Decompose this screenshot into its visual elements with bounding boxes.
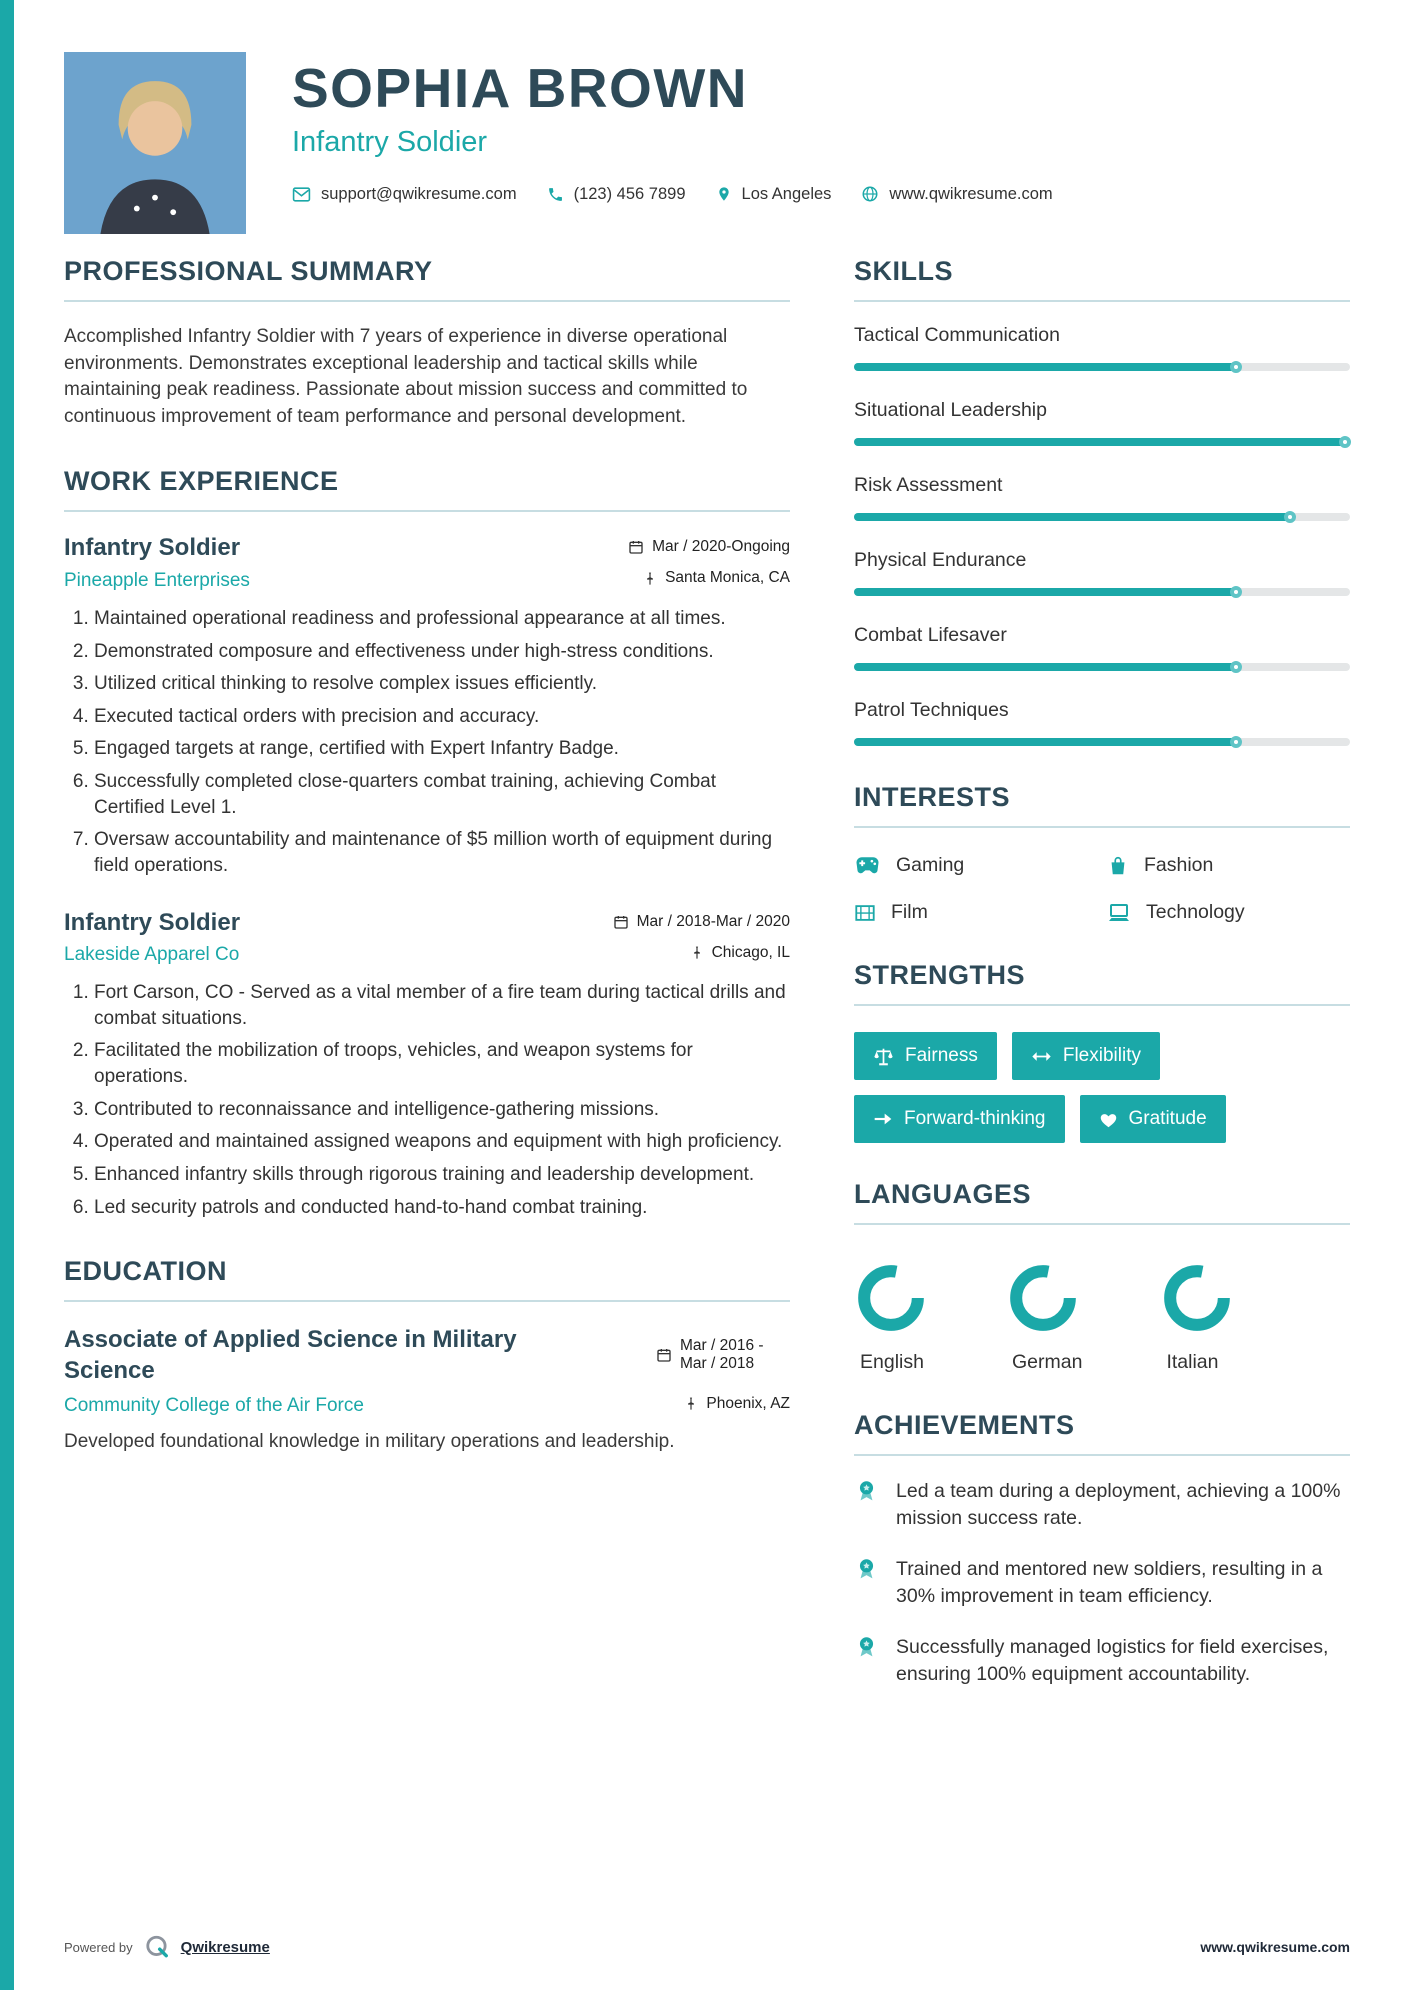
- skill-handle: [1230, 661, 1242, 673]
- skill-handle: [1339, 436, 1351, 448]
- achievement-item: [854, 1634, 1350, 1688]
- education-description: Developed foundational knowledge in military operations and leadership.: [64, 1431, 675, 1453]
- job-bullet: 3. Contributed to reconnaissance and intelligence-gathering missions.: [94, 1097, 790, 1123]
- skill-row: [854, 699, 1350, 746]
- pin-icon: [690, 945, 704, 960]
- skill-handle: [1230, 736, 1242, 748]
- strengths-heading: STRENGTHS: [854, 960, 1350, 1006]
- achievement-item: [854, 1556, 1350, 1610]
- calendar-icon: [656, 1347, 672, 1363]
- skill-name: Tactical Communication: [854, 324, 1060, 346]
- language-progress-ring: [1160, 1261, 1234, 1335]
- calendar-icon: [613, 914, 629, 930]
- job-bullet: 5. Engaged targets at range, certified with Expert Infantry Badge.: [94, 736, 790, 762]
- strength-label: Flexibility: [1062, 1045, 1141, 1066]
- phone-icon: [547, 186, 564, 203]
- job-bullet: 4. Executed tactical orders with precision and accuracy.: [94, 704, 790, 730]
- skill-slider: [854, 438, 1350, 446]
- strength-chip: [854, 1095, 1065, 1143]
- language-name: English: [860, 1351, 924, 1373]
- achievement-item: [854, 1478, 1350, 1532]
- achievement-icon: [854, 1479, 879, 1504]
- education-location-text: Phoenix, AZ: [706, 1394, 790, 1412]
- header: [64, 52, 1350, 234]
- job-location-text: Chicago, IL: [711, 943, 790, 961]
- skill-name: Risk Assessment: [854, 474, 1003, 496]
- experience-heading: WORK EXPERIENCE: [64, 466, 790, 512]
- skill-slider: [854, 363, 1350, 371]
- skill-row: [854, 399, 1350, 446]
- job-bullet: 6. Successfully completed close-quarters combat training, achieving Combat Certified Level 1.: [94, 769, 790, 820]
- summary-heading: PROFESSIONAL SUMMARY: [64, 256, 790, 302]
- job-title: Infantry Soldier: [64, 908, 241, 936]
- job-dates-text: Mar / 2018-Mar / 2020: [636, 912, 790, 930]
- skills-heading: SKILLS: [854, 256, 1350, 302]
- education-location: [684, 1395, 790, 1413]
- person-name: SOPHIA BROWN: [292, 57, 748, 119]
- qwikresume-logo: [144, 1934, 170, 1960]
- job-location-text: Santa Monica, CA: [665, 569, 790, 587]
- section-professional-summary: [64, 256, 790, 430]
- strength-label: Forward-thinking: [904, 1108, 1046, 1129]
- job-location: [643, 569, 790, 587]
- film-icon: [854, 902, 876, 924]
- skill-name: Situational Leadership: [854, 399, 1047, 421]
- achievement-text: Successfully managed logistics for field exercises, ensuring 100% equipment accountability.: [896, 1635, 1329, 1685]
- calendar-icon: [628, 539, 644, 555]
- language-name: Italian: [1166, 1351, 1219, 1373]
- phone-text: (123) 456 7899: [573, 184, 686, 203]
- skill-name: Combat Lifesaver: [854, 624, 1007, 646]
- job-bullet: 6. Led security patrols and conducted hand-to-hand combat training.: [94, 1195, 790, 1221]
- section-strengths: [854, 960, 1350, 1143]
- skill-handle: [1230, 361, 1242, 373]
- heart-icon: [1099, 1111, 1118, 1128]
- summary-text: Accomplished Infantry Soldier with 7 years of experience in diverse operational environments. Demonstrates exceptional leadership and tactical skills while maintaining peak readiness. Passionate about mission success and committed to continuous improvement of team performance and personal development.: [64, 326, 748, 427]
- globe-icon: [861, 185, 879, 203]
- company-name: Pineapple Enterprises: [64, 569, 250, 591]
- strength-label: Gratitude: [1128, 1108, 1207, 1129]
- skill-fill: [854, 363, 1236, 371]
- skill-handle: [1284, 511, 1296, 523]
- job-bullet: 1. Maintained operational readiness and professional appearance at all times.: [94, 606, 790, 632]
- job-bullet: 1. Fort Carson, CO - Served as a vital member of a fire team during tactical drills and combat situations.: [94, 980, 790, 1031]
- company-name: Lakeside Apparel Co: [64, 944, 240, 966]
- powered-by-text: Powered by: [64, 1939, 133, 1955]
- left-accent-bar: [0, 0, 14, 1990]
- pin-icon: [684, 1396, 698, 1411]
- job-bullet: 7. Oversaw accountability and maintenance of $5 million worth of equipment during field operations.: [94, 827, 790, 878]
- languages-heading: LANGUAGES: [854, 1179, 1350, 1225]
- language-progress-ring: [1006, 1261, 1080, 1335]
- language-item: [854, 1261, 928, 1374]
- job-bullet: 4. Operated and maintained assigned weapons and equipment with high proficiency.: [94, 1129, 790, 1155]
- location-pin-icon: [716, 185, 732, 203]
- skill-name: Patrol Techniques: [854, 699, 1009, 721]
- job-bullet-list: [64, 606, 790, 879]
- skill-fill: [854, 663, 1236, 671]
- skill-slider: [854, 663, 1350, 671]
- email-text: support@qwikresume.com: [321, 184, 517, 203]
- education-dates-text: Mar / 2016 - Mar / 2018: [680, 1337, 764, 1373]
- interest-label: Fashion: [1144, 854, 1214, 876]
- skill-row: [854, 549, 1350, 596]
- skill-row: [854, 474, 1350, 521]
- job-dates: [613, 913, 790, 931]
- footer: [64, 1934, 1350, 1960]
- education-dates: [630, 1324, 790, 1386]
- strength-chip: [854, 1032, 997, 1080]
- job-bullet: 3. Utilized critical thinking to resolve complex issues efficiently.: [94, 671, 790, 697]
- skill-fill: [854, 588, 1236, 596]
- job-bullet: 2. Demonstrated composure and effectiveness under high-stress conditions.: [94, 639, 790, 665]
- skill-name: Physical Endurance: [854, 549, 1027, 571]
- school-name: Community College of the Air Force: [64, 1395, 364, 1417]
- interest-item: [1107, 901, 1350, 924]
- job-dates: [628, 538, 790, 556]
- email-link[interactable]: [292, 185, 517, 204]
- degree-name: Associate of Applied Science in Military Science: [64, 1326, 517, 1385]
- achievement-icon: [854, 1557, 879, 1582]
- job-bullet-list: [64, 980, 790, 1220]
- profile-photo-placeholder: [64, 52, 246, 234]
- double-arrow-icon: [1031, 1049, 1052, 1064]
- job-bullet: 2. Facilitated the mobilization of troops, vehicles, and weapon systems for operations.: [94, 1038, 790, 1089]
- gamepad-icon: [854, 855, 881, 877]
- language-item: [1160, 1261, 1234, 1374]
- strength-chip: [1012, 1032, 1160, 1080]
- skill-fill: [854, 738, 1236, 746]
- interest-label: Film: [891, 901, 928, 923]
- achievements-heading: ACHIEVEMENTS: [854, 1410, 1350, 1456]
- section-work-experience: [64, 466, 790, 1220]
- job-title: Infantry Soldier: [64, 534, 241, 562]
- strength-label: Fairness: [905, 1045, 978, 1066]
- interest-label: Gaming: [896, 854, 965, 876]
- education-heading: EDUCATION: [64, 1256, 790, 1302]
- job-location: [690, 944, 790, 962]
- website-link[interactable]: [861, 185, 1052, 204]
- skill-fill: [854, 438, 1345, 446]
- section-skills: [854, 256, 1350, 746]
- envelope-icon: [292, 185, 311, 204]
- skill-fill: [854, 513, 1290, 521]
- achievement-icon: [854, 1635, 879, 1660]
- language-progress-ring: [854, 1261, 928, 1335]
- interests-heading: INTERESTS: [854, 782, 1350, 828]
- skill-row: [854, 324, 1350, 371]
- scales-icon: [873, 1047, 894, 1066]
- phone-link[interactable]: [547, 185, 686, 204]
- section-achievements: [854, 1410, 1350, 1687]
- skill-row: [854, 624, 1350, 671]
- footer-website: www.qwikresume.com: [1200, 1939, 1350, 1955]
- laptop-icon: [1107, 902, 1131, 924]
- location-item: [716, 185, 832, 204]
- interest-item: [854, 901, 1097, 924]
- job-entry: [64, 534, 790, 878]
- job-entry: [64, 909, 790, 1221]
- contact-row: [292, 185, 1053, 204]
- achievement-text: Trained and mentored new soldiers, resulting in a 30% improvement in team efficiency.: [896, 1557, 1323, 1607]
- strength-chip: [1080, 1095, 1226, 1143]
- shopping-bag-icon: [1107, 855, 1129, 877]
- job-bullet: 5. Enhanced infantry skills through rigorous training and leadership development.: [94, 1162, 790, 1188]
- language-name: German: [1012, 1351, 1083, 1373]
- website-text: www.qwikresume.com: [889, 184, 1053, 203]
- qwikresume-brand-link[interactable]: Qwikresume: [180, 1938, 270, 1956]
- skill-slider: [854, 513, 1350, 521]
- achievement-text: Led a team during a deployment, achieving a 100% mission success rate.: [896, 1480, 1341, 1529]
- location-text: Los Angeles: [741, 184, 832, 203]
- profile-photo: [64, 52, 246, 234]
- language-item: [1006, 1261, 1082, 1374]
- skill-handle: [1230, 586, 1242, 598]
- skill-slider: [854, 588, 1350, 596]
- person-title: Infantry Soldier: [292, 125, 488, 158]
- section-interests: [854, 782, 1350, 924]
- arrow-right-icon: [873, 1111, 893, 1127]
- section-education: [64, 1256, 790, 1455]
- section-languages: [854, 1179, 1350, 1374]
- interest-item: [854, 854, 1097, 877]
- interest-label: Technology: [1146, 901, 1245, 923]
- skill-slider: [854, 738, 1350, 746]
- interest-item: [1107, 854, 1350, 877]
- job-dates-text: Mar / 2020-Ongoing: [652, 538, 790, 556]
- pin-icon: [643, 571, 657, 586]
